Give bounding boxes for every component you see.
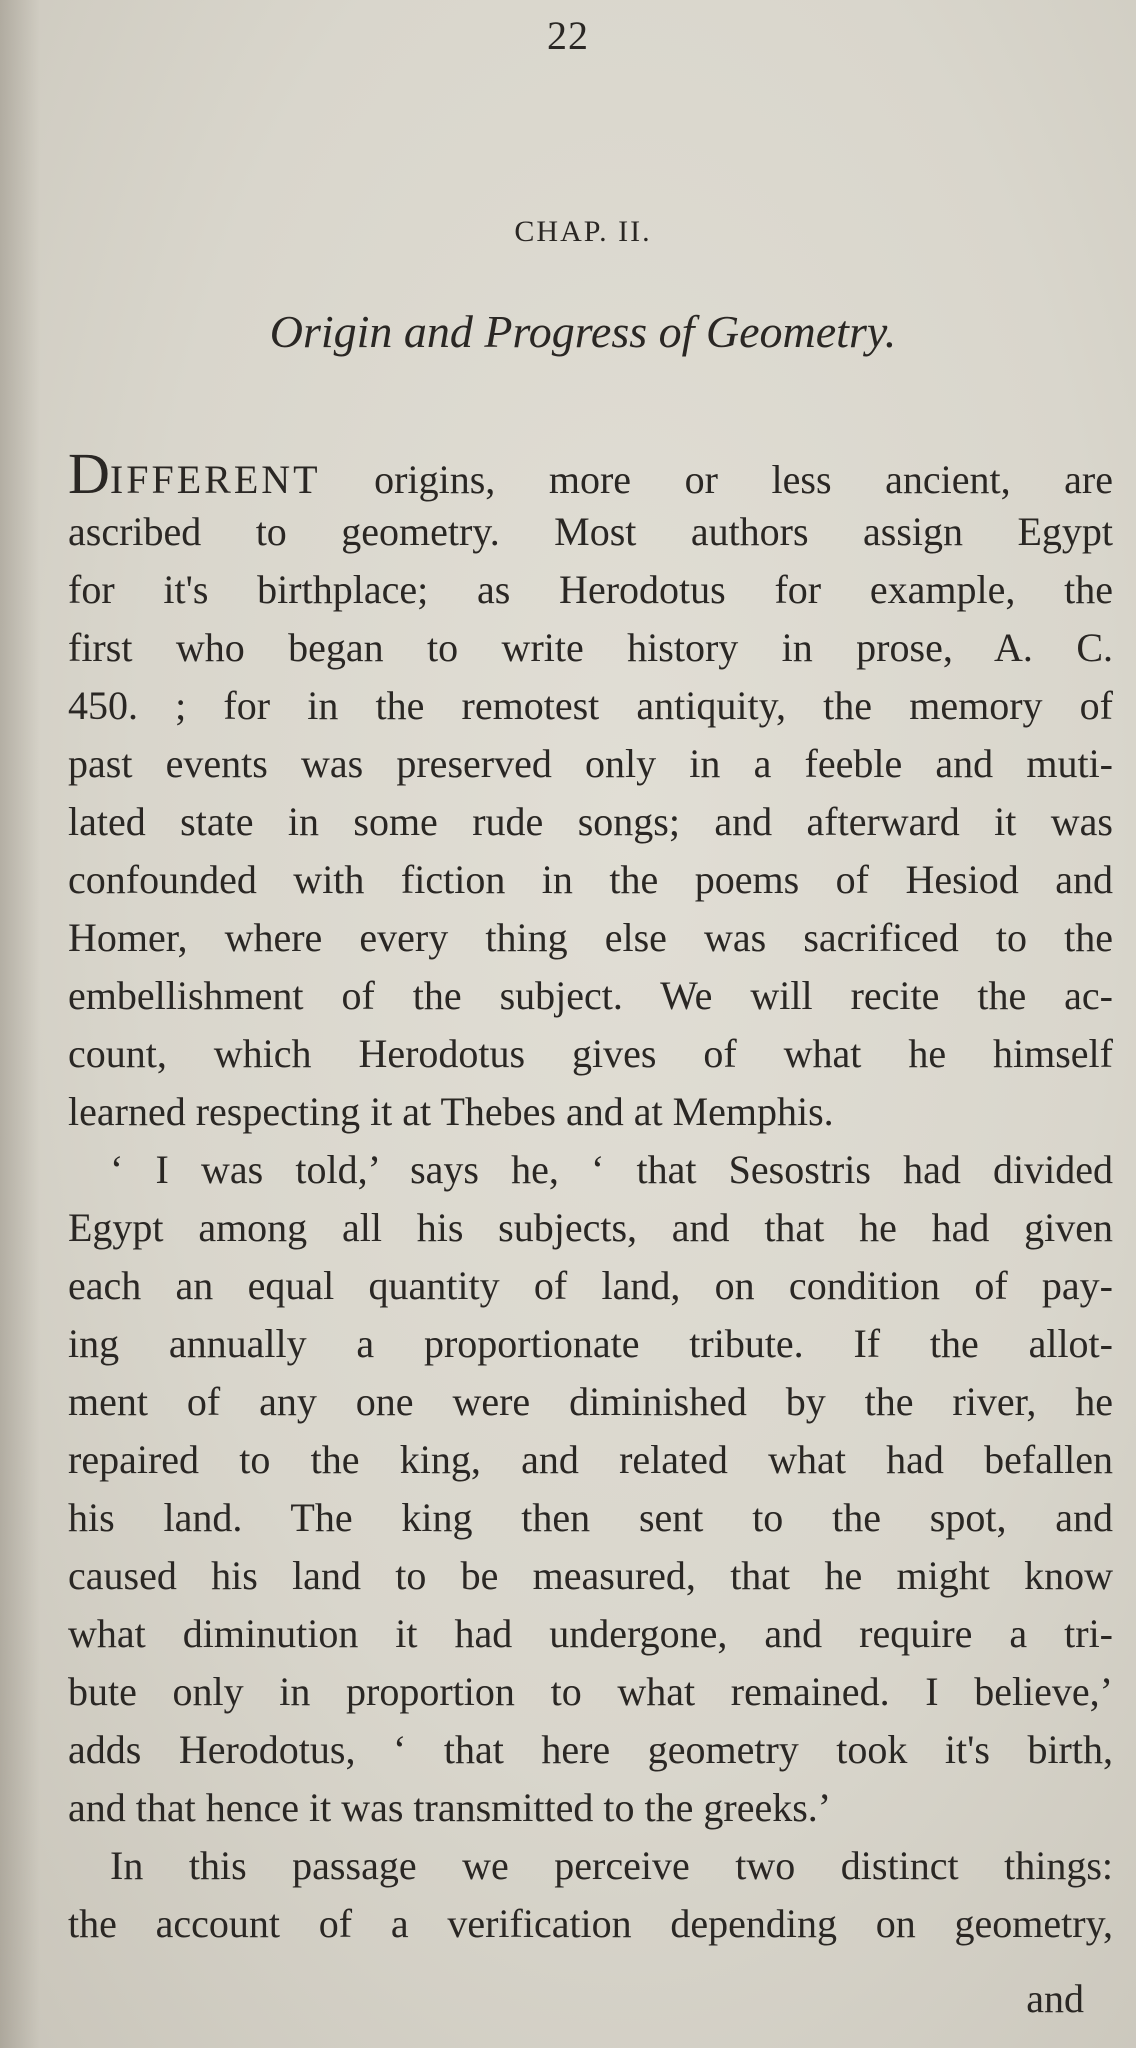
text-line: repaired to the king, and related what had befallen (68, 1437, 1113, 1482)
text-line: Egypt among all his subjects, and that he had given (68, 1205, 1113, 1250)
text-line: adds Herodotus, ‘ that here geometry took it's birth, (68, 1727, 1113, 1772)
text-line: confounded with fiction in the poems of Hesiod and (68, 857, 1113, 902)
small-caps-word: IFFERENT (109, 457, 321, 502)
body-text (68, 441, 1113, 1953)
text-line: embellishment of the subject. We will recite the ac- (68, 973, 1113, 1018)
text-line: first who began to write history in prose, A. C. (68, 625, 1113, 670)
text-line: for it's birthplace; as Herodotus for example, the (68, 567, 1113, 612)
drop-cap: D (68, 441, 110, 506)
text-line: past events was preserved only in a feeble and muti- (68, 741, 1113, 786)
text-line: what diminution it had undergone, and require a tri- (68, 1611, 1113, 1656)
page-number: 22 (547, 13, 589, 58)
text-line: the account of a verification depending on geometry, (68, 1901, 1113, 1946)
text-line: ing annually a proportionate tribute. If the allot- (68, 1321, 1113, 1366)
first-line-text: origins, more or less ancient, are (320, 457, 1113, 502)
text-line: caused his land to be measured, that he might know (68, 1553, 1113, 1598)
text-line: In this passage we perceive two distinct things: (110, 1843, 1113, 1888)
text-line: 450. ; for in the remotest antiquity, the memory of (68, 683, 1113, 728)
text-line: each an equal quantity of land, on condition of pay- (68, 1263, 1113, 1308)
text-line: learned respecting it at Thebes and at Memphis. (68, 1089, 834, 1134)
text-line: count, which Herodotus gives of what he himself (68, 1031, 1113, 1076)
text-line: bute only in proportion to what remained. I believe,’ (68, 1669, 1113, 1714)
chapter-title: Origin and Progress of Geometry. (269, 306, 897, 357)
text-line: and that hence it was transmitted to the greeks.’ (68, 1785, 832, 1830)
text-line: ment of any one were diminished by the river, he (68, 1379, 1113, 1424)
text-line: Homer, where every thing else was sacrificed to the (68, 915, 1113, 960)
chapter-heading: CHAP. II. (514, 215, 652, 248)
text-line: ascribed to geometry. Most authors assign Egypt (68, 509, 1113, 554)
text-line: ‘ I was told,’ says he, ‘ that Sesostris had divided (110, 1147, 1113, 1192)
text-line (68, 441, 1113, 506)
catchword: and (1026, 1976, 1084, 2021)
text-line: his land. The king then sent to the spot, and (68, 1495, 1113, 1540)
text-line: lated state in some rude songs; and afterward it was (68, 799, 1113, 844)
